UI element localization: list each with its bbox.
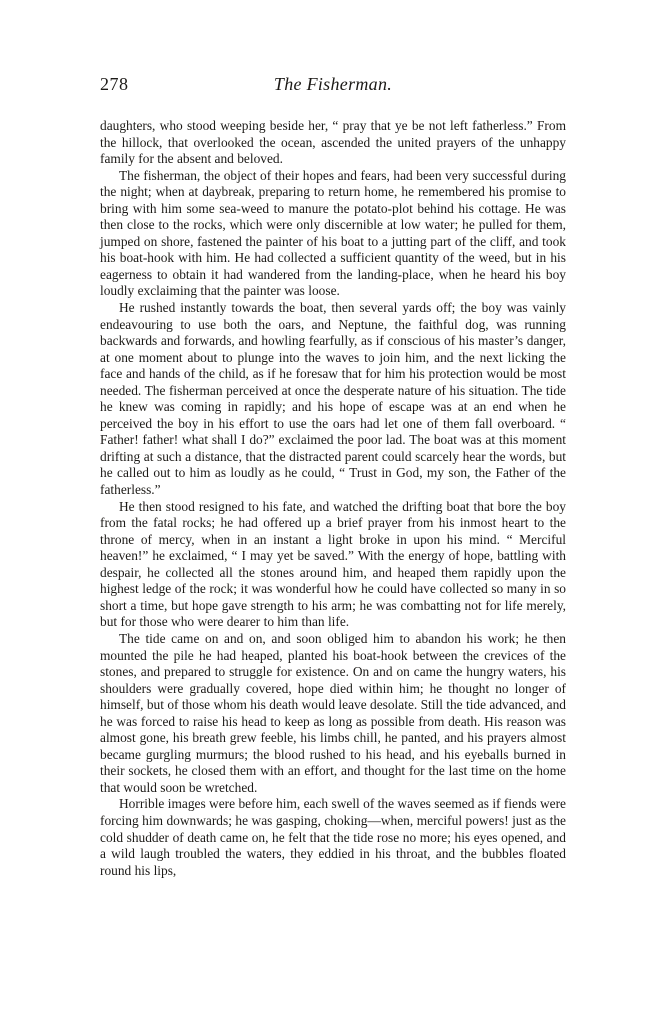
page-header: [100, 74, 566, 100]
paragraph: The tide came on and on, and soon obliged him to abandon his work; he then mounted the pile he had heaped, planted his boat-hook between the crevices of the stones, and prepared to struggle for existence. On and on came the hungry waters, his shoulders were gradually covered, hope died within him; he thought no longer of himself, but of those whom his death would leave desolate. Still the tide advanced, and he was forced to raise his head to keep as long as possible from death. His reason was almost gone, his breath grew feeble, his limbs chill, he panted, and his prayers almost became gurgling murmurs; the blood rushed to his head, and his eyeballs burned in their sockets, he closed them with an effort, and thought for the last time on the home that would soon be wretched.: [100, 630, 566, 795]
book-page: [100, 74, 566, 879]
running-title: The Fisherman.: [273, 74, 393, 94]
page-number: 278: [100, 74, 129, 94]
paragraph: Horrible images were before him, each swell of the waves seemed as if fiends were forcing him downwards; he was gasping, choking—when, merciful powers! just as the cold shudder of death came on, he felt that the tide rose no more; his eyes opened, and a wild laugh troubled the waters, they eddied in his throat, and the bubbles floated round his lips,: [100, 796, 566, 878]
paragraph-continued: daughters, who stood weeping beside her, “ pray that ye be not left fatherless.” From the hillock, that overlooked the ocean, ascended the united prayers of the unhappy family for the absent and beloved.: [100, 118, 566, 167]
paragraph: He then stood resigned to his fate, and watched the drifting boat that bore the boy from the fatal rocks; he had offered up a brief prayer from his inmost heart to the throne of mercy, when in an instant a light broke in upon his mind. “ Merciful heaven!” he exclaimed, “ I may yet be saved.” With the energy of hope, battling with despair, he collected all the stones around him, and heaped them rapidly upon the highest ledge of the rock; it was wonderful how he could have collected so many in so short a time, but hope gave strength to his arm; he was combatting not for life merely, but for those who were dearer to him than life.: [100, 498, 566, 630]
paragraph: He rushed instantly towards the boat, then several yards off; the boy was vainly endeavouring to use both the oars, and Neptune, the faithful dog, was running backwards and forwards, and howling fearfully, as if conscious of his master’s danger, at one moment about to plunge into the waves to join him, and the next licking the face and hands of the child, as if he foresaw that for him his protection would be most needed. The fisherman perceived at once the desperate nature of his situation. The tide he knew was coming in rapidly; and his hope of escape was at an end when he perceived the boy in his effort to use the oars had let one of them fall overboard. “ Father! father! what shall I do?” exclaimed the poor lad. The boat was at this moment drifting at such a distance, that the distracted parent could scarcely hear the words, but he called out to him as loudly as he could, “ Trust in God, my son, the Father of the fatherless.”: [100, 300, 566, 498]
paragraph: The fisherman, the object of their hopes and fears, had been very successful during the night; when at daybreak, preparing to return home, he remembered his promise to bring with him some sea-weed to manure the potato-plot behind his cottage. He was then close to the rocks, which were only discernible at low water; he pulled for them, jumped on shore, fastened the painter of his boat to a jutting part of the cliff, and took his boat-hook with him. He had collected a sufficient quantity of the weed, but in his eagerness to obtain it had wandered from the landing-place, when he heard his boy loudly exclaiming that the painter was loose.: [100, 167, 566, 299]
body-text: [100, 118, 566, 879]
